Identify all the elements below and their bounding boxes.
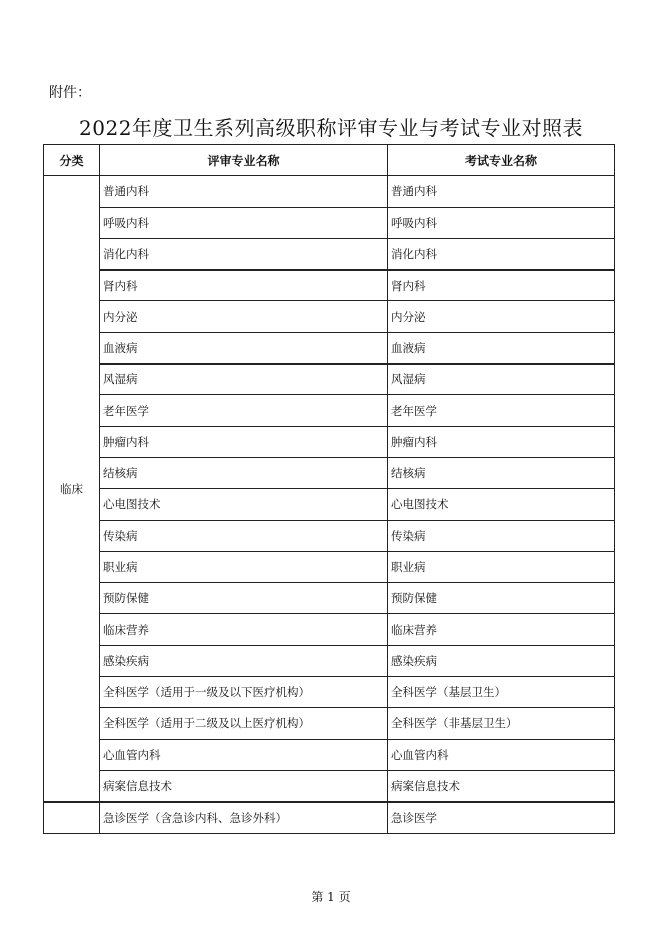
table-row: [44, 332, 615, 363]
exam-cell: 肾内科: [388, 270, 615, 301]
exam-cell: 感染疾病: [388, 645, 615, 676]
specialty-table: [43, 144, 615, 834]
header-exam: 考试专业名称: [388, 145, 615, 176]
review-cell: 全科医学（适用于一级及以下医疗机构）: [100, 677, 388, 708]
exam-cell: 内分泌: [388, 301, 615, 332]
exam-cell: 职业病: [388, 551, 615, 582]
exam-cell: 传染病: [388, 520, 615, 551]
table-row: [44, 770, 615, 801]
exam-cell: 病案信息技术: [388, 770, 615, 801]
review-cell: 呼吸内科: [100, 207, 388, 238]
table-row: [44, 739, 615, 770]
review-cell: 感染疾病: [100, 645, 388, 676]
exam-cell: 临床营养: [388, 614, 615, 645]
exam-cell: 血液病: [388, 332, 615, 363]
exam-cell: 心电图技术: [388, 489, 615, 520]
table-row: [44, 395, 615, 426]
review-cell: 病案信息技术: [100, 770, 388, 801]
review-cell: 普通内科: [100, 176, 388, 207]
exam-cell: 肿瘤内科: [388, 426, 615, 457]
review-cell: 消化内科: [100, 238, 388, 269]
review-cell: 结核病: [100, 457, 388, 488]
table-row: [44, 270, 615, 301]
table-row: [44, 207, 615, 238]
header-category: 分类: [44, 145, 100, 176]
exam-cell: 全科医学（非基层卫生）: [388, 708, 615, 739]
category-cell: [44, 802, 100, 833]
exam-cell: 消化内科: [388, 238, 615, 269]
page-footer: 第 1 页: [311, 890, 351, 904]
table-row: [44, 364, 615, 395]
review-cell: 心电图技术: [100, 489, 388, 520]
table-row: [44, 457, 615, 488]
exam-cell: 老年医学: [388, 395, 615, 426]
table-row: [44, 238, 615, 269]
table-row: [44, 426, 615, 457]
review-cell: 内分泌: [100, 301, 388, 332]
review-cell: 心血管内科: [100, 739, 388, 770]
table-row: [44, 520, 615, 551]
table-row: [44, 802, 615, 833]
page-title: 2022年度卫生系列高级职称评审专业与考试专业对照表: [79, 116, 583, 140]
review-cell: 血液病: [100, 332, 388, 363]
attachment-label: 附件：: [49, 85, 91, 101]
exam-cell: 心血管内科: [388, 739, 615, 770]
review-cell: 职业病: [100, 551, 388, 582]
review-cell: 急诊医学（含急诊内科、急诊外科）: [100, 802, 388, 833]
exam-cell: 预防保健: [388, 583, 615, 614]
exam-cell: 全科医学（基层卫生）: [388, 677, 615, 708]
exam-cell: 急诊医学: [388, 802, 615, 833]
header-review: 评审专业名称: [100, 145, 388, 176]
review-cell: 老年医学: [100, 395, 388, 426]
exam-cell: 普通内科: [388, 176, 615, 207]
review-cell: 预防保健: [100, 583, 388, 614]
table-row: [44, 708, 615, 739]
table-row: [44, 645, 615, 676]
table-body: [44, 176, 615, 833]
review-cell: 全科医学（适用于二级及以上医疗机构）: [100, 708, 388, 739]
table-row: [44, 551, 615, 582]
table-row: [44, 583, 615, 614]
review-cell: 肾内科: [100, 270, 388, 301]
table-row: [44, 614, 615, 645]
exam-cell: 风湿病: [388, 364, 615, 395]
exam-cell: 结核病: [388, 457, 615, 488]
review-cell: 传染病: [100, 520, 388, 551]
review-cell: 肿瘤内科: [100, 426, 388, 457]
review-cell: 风湿病: [100, 364, 388, 395]
table-row: [44, 489, 615, 520]
table-row: [44, 176, 615, 207]
table-row: [44, 301, 615, 332]
table-row: [44, 677, 615, 708]
exam-cell: 呼吸内科: [388, 207, 615, 238]
review-cell: 临床营养: [100, 614, 388, 645]
table-header-row: [44, 145, 615, 176]
category-cell: 临床: [44, 176, 100, 802]
